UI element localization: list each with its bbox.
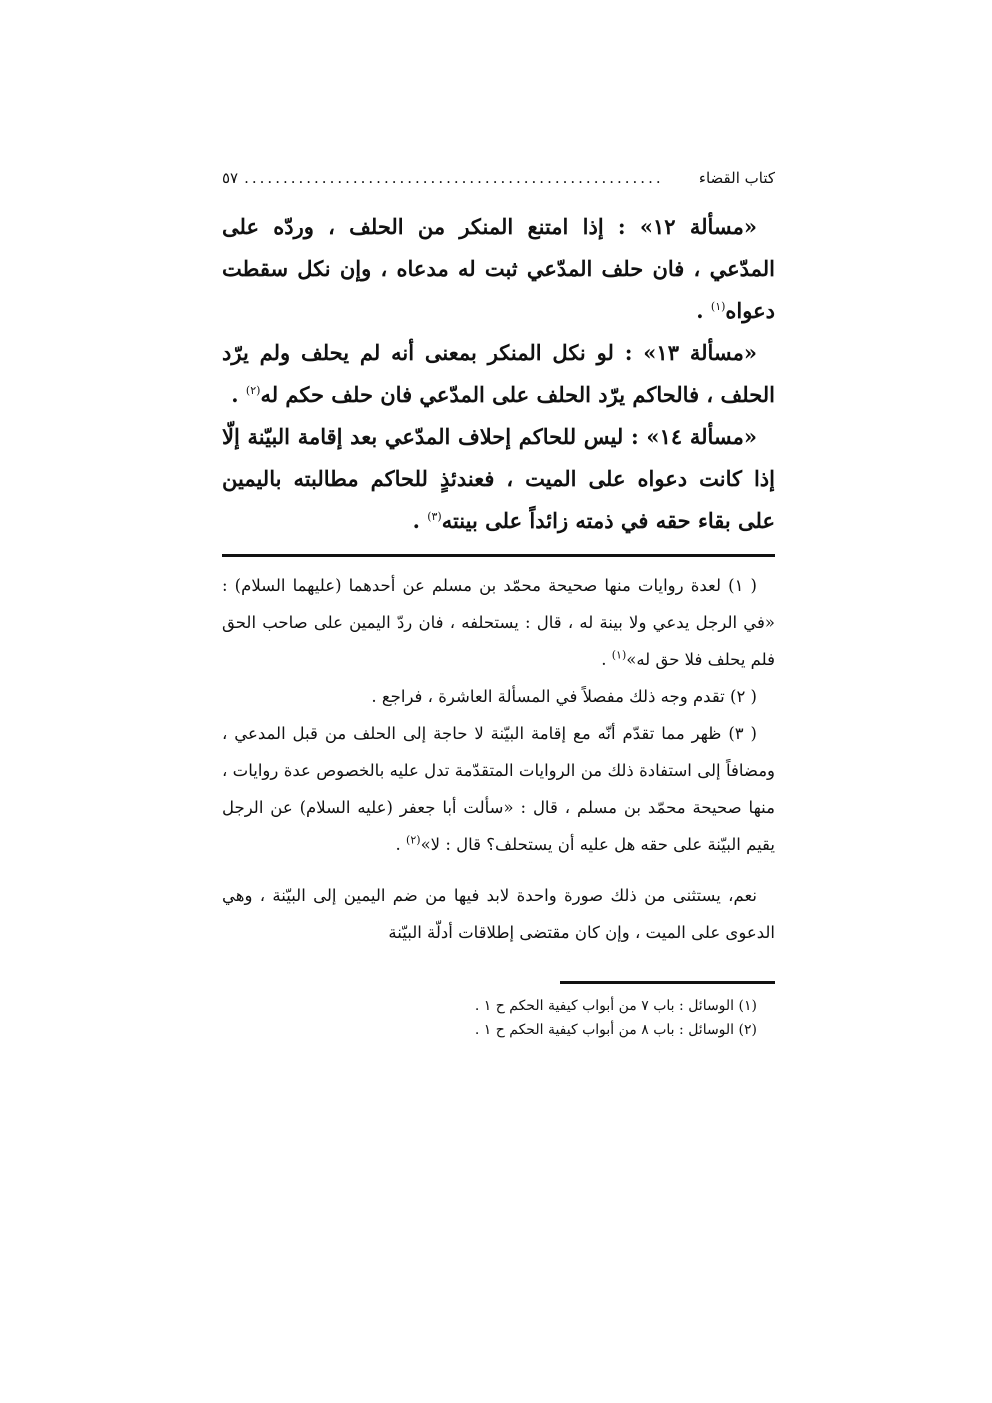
main-text xyxy=(222,206,775,542)
note-end: . xyxy=(395,835,407,854)
book-title: كتاب القضاء xyxy=(698,169,775,187)
footnote-ref: (١) xyxy=(710,300,726,313)
continuation-text xyxy=(222,877,775,951)
footnotes xyxy=(222,994,775,1042)
continuation-paragraph: نعم، يستثنى من ذلك صورة واحدة لابد فيها من ضم اليمين إلى البيّنة ، وهي الدعوى على الميت ، وإن كان مقتضى إطلاقات أدلّة البيّنة xyxy=(222,886,775,942)
section-divider xyxy=(222,554,775,557)
issue-14-paragraph xyxy=(222,416,775,542)
note-end: . xyxy=(601,650,612,669)
commentary-notes xyxy=(222,567,775,863)
issue-13-paragraph xyxy=(222,332,775,416)
note-text: ( ١) لعدة روايات منها صحيحة محمّد بن مسلم عن أحدهما (عليهما السلام) : «في الرجل يدعي ولا بينة له ، قال : يستحلفه ، فان ردّ اليمين على صاحب الحق فلم يحلف فلا حق له» xyxy=(222,576,775,669)
book-page xyxy=(222,168,775,1042)
paragraph-text: «مسألة ١٢» : إذا امتنع المنكر من الحلف ، وردّه على المدّعي ، فان حلف المدّعي ثبت له مدعاه ، وإن نكل سقطت دعواه xyxy=(222,214,775,323)
running-header xyxy=(222,168,775,192)
footnote-ref: (٢) xyxy=(406,833,421,847)
footnote: (٢) الوسائل : باب ٨ من أبواب كيفية الحكم ح ١ . xyxy=(474,1022,757,1038)
paragraph-end: . xyxy=(412,508,428,533)
page-number: ٥٧ xyxy=(222,169,239,187)
paragraph-text: «مسألة ١٤» : ليس للحاكم إحلاف المدّعي بعد إقامة البيّنة إلّا إذا كانت دعواه على الميت ، فعندئذٍ للحاكم مطالبته باليمين على بقاء حقه في ذمته زائداً على بينته xyxy=(222,424,775,533)
issue-12-paragraph xyxy=(222,206,775,332)
footnote-divider xyxy=(560,981,775,984)
header-leader-dots: ...................................................... xyxy=(244,169,664,187)
footnote-ref: (١) xyxy=(611,648,627,662)
commentary-note xyxy=(222,678,775,715)
paragraph-end: . xyxy=(696,298,711,323)
commentary-note xyxy=(222,715,775,863)
note-text: ( ٣) ظهر مما تقدّم أنّه مع إقامة البيّنة لا حاجة إلى الحلف من قبل المدعي ، ومضافاً إلى استفادة ذلك من الروايات المتقدّمة تدل عليه بالخصوص عدة روايات ، منها صحيحة محمّد بن مسلم ، قال : «سألت أبا جعفر (عليه السلام) عن الرجل يقيم البيّنة على حقه هل عليه أن يستحلف؟ قال : لا» xyxy=(222,724,775,854)
footnote-ref: (٢) xyxy=(245,384,261,397)
paragraph-text: «مسألة ١٣» : لو نكل المنكر بمعنى أنه لم يحلف ولم يرّد الحلف ، فالحاكم يرّد الحلف على المدّعي فان حلف حكم له xyxy=(222,340,775,407)
note-text: ( ٢) تقدم وجه ذلك مفصلاً في المسألة العاشرة ، فراجع . xyxy=(371,687,757,706)
paragraph-end: . xyxy=(231,382,246,407)
commentary-note xyxy=(222,567,775,678)
footnote: (١) الوسائل : باب ٧ من أبواب كيفية الحكم ح ١ . xyxy=(474,998,757,1014)
footnote-ref: (٣) xyxy=(427,510,442,523)
